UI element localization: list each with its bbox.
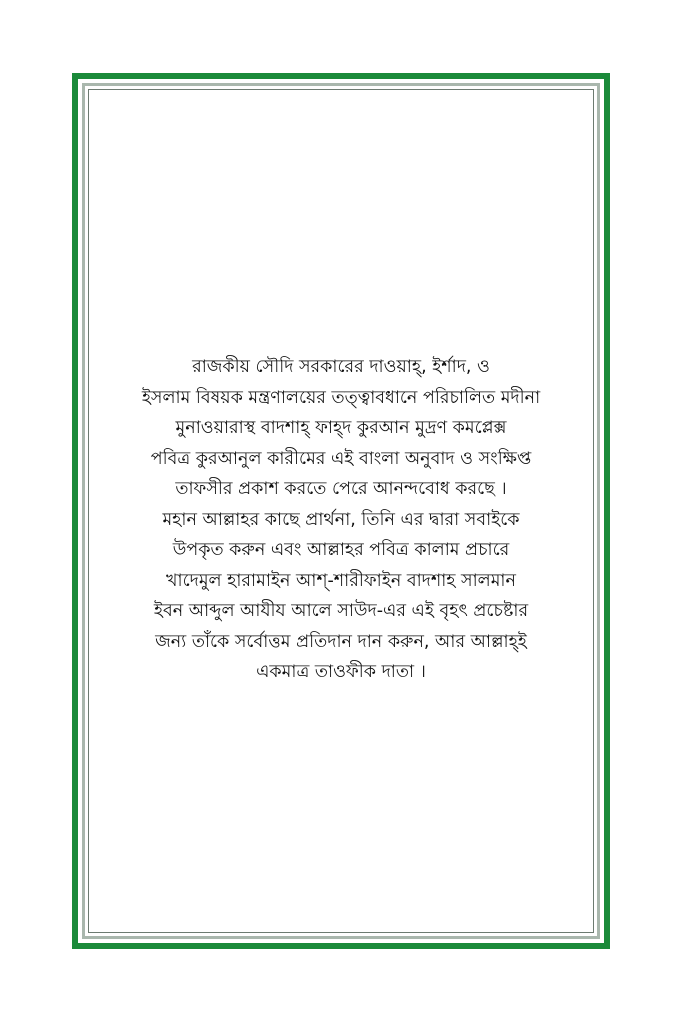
text-line: উপকৃত করুন এবং আল্লাহর পবিত্র কালাম প্রচারে xyxy=(172,540,510,560)
text-line: মুনাওয়ারাস্থ বাদশাহ্ ফাহ্দ কুরআন মুদ্রণ কমপ্লেক্স xyxy=(175,418,507,438)
text-line: ইসলাম বিষয়ক মন্ত্রণালয়ের তত্ত্বাবধানে পরিচালিত মদীনা xyxy=(141,387,541,408)
text-line: একমাত্র তাওফীক দাতা । xyxy=(256,662,426,682)
text-line: রাজকীয় সৌদি সরকারের দাওয়াহ্, ইর্শাদ, ও xyxy=(192,357,490,377)
page-border-inner xyxy=(88,89,594,933)
page-border-middle xyxy=(82,83,600,939)
dedication-text xyxy=(89,352,593,688)
text-line: জন্য তাঁকে সর্বোত্তম প্রতিদান দান করুন, আর আল্লাহ্ই xyxy=(155,631,527,652)
page-border-outer xyxy=(72,73,610,949)
text-line: ইবন আব্দুল আযীয আলে সাউদ-এর এই বৃহৎ প্রচেষ্টার xyxy=(153,601,529,621)
text-line: খাদেমুল হারামাইন আশ্-শারীফাইন বাদশাহ সালমান xyxy=(166,570,516,591)
text-line: মহান আল্লাহর কাছে প্রার্থনা, তিনি এর দ্বারা সবাইকে xyxy=(162,509,520,530)
text-line: পবিত্র কুরআনুল কারীমের এই বাংলা অনুবাদ ও সংক্ষিপ্ত xyxy=(150,448,532,469)
text-line: তাফসীর প্রকাশ করতে পেরে আনন্দবোধ করছে । xyxy=(175,479,507,499)
